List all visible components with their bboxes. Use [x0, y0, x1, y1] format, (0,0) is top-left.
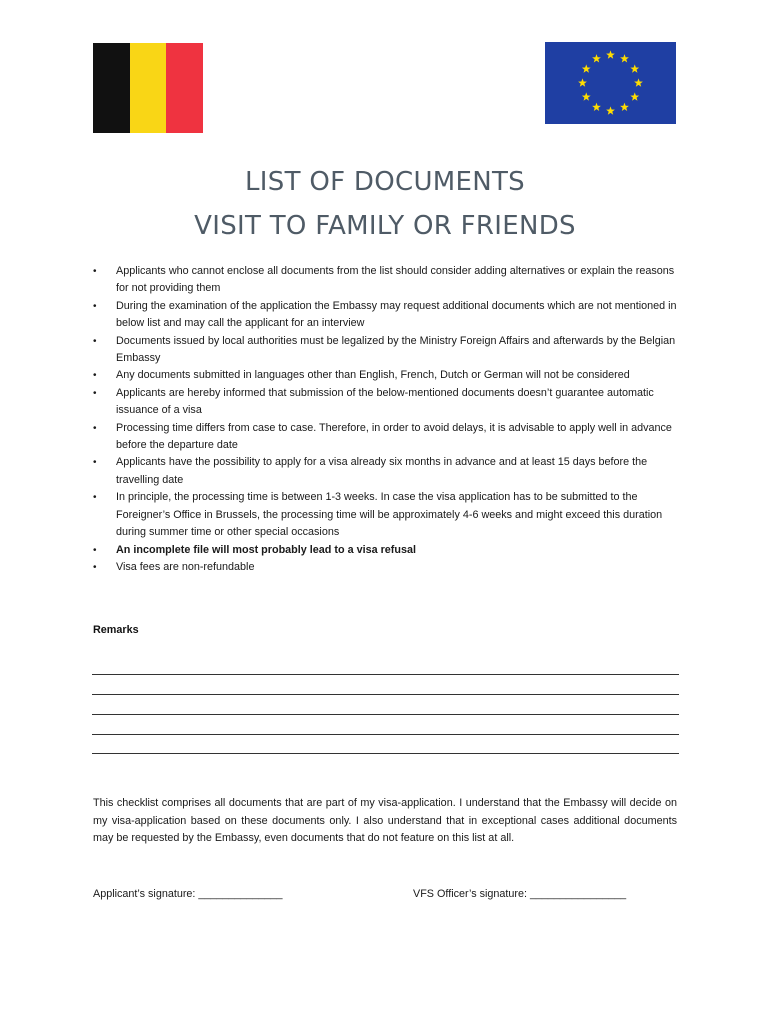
page-title-line-1: LIST OF DOCUMENTS	[245, 167, 525, 197]
requirements-list	[93, 263, 678, 576]
list-item	[93, 542, 678, 559]
bullet-icon: •	[93, 370, 97, 382]
list-item-text: Documents issued by local authorities must be legalized by the Ministry Foreign Affairs and afterwards by the Belgian Embassy	[116, 334, 676, 365]
bullet-icon: •	[93, 422, 97, 434]
remarks-line	[92, 753, 679, 754]
remarks-label: Remarks	[93, 624, 139, 636]
remarks-line	[92, 694, 679, 695]
bullet-icon: •	[93, 387, 97, 399]
star-icon	[606, 50, 615, 58]
star-icon	[582, 92, 591, 100]
bullet-icon: •	[93, 266, 97, 277]
bullet-icon: •	[93, 544, 97, 556]
remarks-line	[92, 674, 679, 675]
list-item-text: Processing time differs from case to case. Therefore, in order to avoid delays, it is advisable to apply well in advance before the departure date	[116, 421, 672, 452]
list-item	[93, 263, 678, 298]
list-item	[93, 333, 678, 368]
flag-stripe-yellow	[130, 43, 167, 133]
list-item	[93, 454, 678, 489]
bullet-icon: •	[93, 561, 97, 573]
star-icon	[634, 78, 643, 86]
bullet-icon: •	[93, 335, 97, 347]
list-item-text: Applicants have the possibility to apply for a visa already six months in advance and at least 15 days before the travelling date	[116, 456, 648, 486]
list-item-text: An incomplete file will most probably lead to a visa refusal	[116, 543, 416, 556]
list-item-text: Applicants are hereby informed that submission of the below-mentioned documents doesn’t guarantee automatic issuance of a visa	[116, 386, 654, 417]
bullet-icon: •	[93, 300, 97, 312]
applicant-signature-line: Applicant’s signature: ______________	[93, 888, 283, 900]
belgian-flag	[93, 43, 203, 133]
list-item	[93, 385, 678, 420]
bullet-icon: •	[93, 492, 97, 504]
star-icon	[606, 106, 615, 114]
remarks-line	[92, 714, 679, 715]
list-item	[93, 559, 678, 576]
list-item-text: In principle, the processing time is between 1-3 weeks. In case the visa application has to be submitted to the Foreigner’s Office in Brussels, the processing time will be approximately 4-6 weeks and might exceed this duration during summer time or other special occasions	[116, 491, 663, 539]
list-item-text: Any documents submitted in languages other than English, French, Dutch or German will not be considered	[116, 369, 630, 382]
star-icon	[578, 78, 587, 86]
list-item	[93, 298, 678, 333]
declaration-paragraph: This checklist comprises all documents that are part of my visa-application. I understand that the Embassy will decide on my visa-application based on these documents only. I also understand that in exceptional cases additional documents may be requested by the Embassy, even documents that do not feature on this list at all.	[93, 797, 677, 844]
list-item	[93, 367, 678, 384]
flag-stripe-black	[93, 43, 130, 133]
list-item-text: Applicants who cannot enclose all documents from the list should consider adding alternatives or explain the reasons for not providing them	[116, 265, 675, 295]
list-item-text: Visa fees are non-refundable	[116, 560, 255, 573]
star-icon	[592, 103, 601, 111]
star-icon	[630, 92, 639, 100]
flag-stripe-red	[166, 43, 203, 133]
eu-stars	[545, 42, 676, 124]
star-icon	[620, 54, 629, 62]
eu-flag	[545, 42, 676, 124]
star-icon	[582, 64, 591, 72]
remarks-line	[92, 734, 679, 735]
star-icon	[630, 64, 639, 72]
list-item-text: During the examination of the application the Embassy may request additional documents which are not mentioned in below list and may call the applicant for an interview	[116, 299, 677, 330]
star-icon	[620, 103, 629, 111]
bullet-icon: •	[93, 457, 97, 469]
list-item	[93, 489, 678, 541]
star-icon	[592, 54, 601, 62]
page-title-line-2: VISIT TO FAMILY OR FRIENDS	[194, 211, 576, 241]
officer-signature-line: VFS Officer’s signature: ________________	[413, 888, 627, 900]
list-item	[93, 420, 678, 455]
